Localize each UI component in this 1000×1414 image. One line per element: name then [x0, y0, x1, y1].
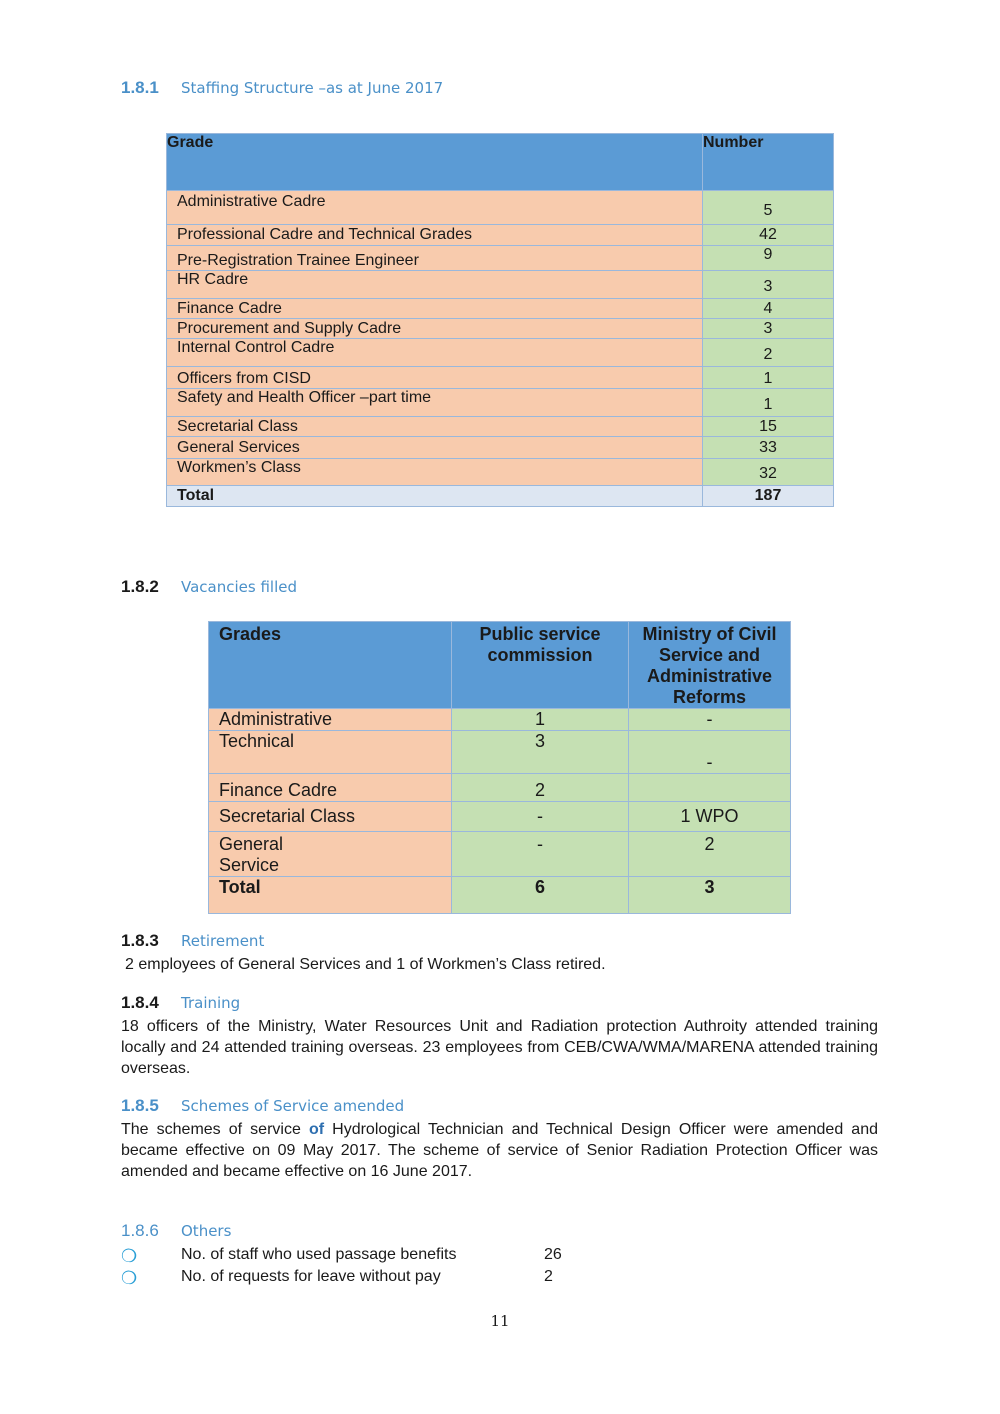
schemes-text: The schemes of service of Hydrological Technician and Technical Design Officer were amended and became effective on 09 May 2017. The scheme of service of Senior Radiation Protection Officer was amended and became effective on 16 June 2017. [121, 1121, 878, 1180]
section-title: Training [181, 994, 241, 1012]
circle-bullet-icon: ❍ [121, 1268, 138, 1288]
header-psc: Public service commission [452, 622, 629, 709]
section-number: 1.8.1 [121, 78, 159, 97]
section-title: Retirement [181, 932, 265, 950]
section-heading-1-8-6 [121, 1221, 231, 1241]
section-number: 1.8.3 [121, 931, 159, 950]
page-number: 11 [490, 1312, 510, 1330]
table-row: Secretarial Class - 1 WPO [209, 802, 791, 832]
table-row: HR Cadre 3 [167, 271, 834, 299]
retirement-text: 2 employees of General Services and 1 of Workmen’s Class retired. [125, 956, 606, 973]
header-grades: Grades [209, 622, 452, 709]
section-number: 1.8.2 [121, 577, 159, 596]
section-title: Vacancies filled [181, 578, 297, 596]
section-heading-1-8-1 [121, 78, 443, 98]
table-row: General Services 33 [167, 437, 834, 459]
table-row: Internal Control Cadre 2 [167, 339, 834, 367]
section-title: Others [181, 1222, 232, 1240]
table-row: Finance Cadre 2 [209, 774, 791, 802]
circle-bullet-icon: ❍ [121, 1246, 138, 1266]
table-row: Professional Cadre and Technical Grades 42 [167, 225, 834, 246]
header-number: Number [703, 134, 834, 191]
training-text: 18 officers of the Ministry, Water Resources Unit and Radiation protection Authroity attended training locally and 24 attended training overseas. 23 employees from CEB/CWA/WMA/MARENA attended training overseas. [121, 1018, 878, 1077]
section-number: 1.8.6 [121, 1221, 159, 1240]
table-row: Administrative 1 - [209, 709, 791, 731]
table-row: Procurement and Supply Cadre 3 [167, 319, 834, 339]
header-mcsar: Ministry of Civil Service and Administrative Reforms [629, 622, 791, 709]
table-header-row [209, 622, 791, 709]
section-number: 1.8.5 [121, 1096, 159, 1115]
section-title: Staffing Structure –as at June 2017 [181, 79, 444, 97]
table-row: Finance Cadre 4 [167, 299, 834, 319]
table-row: Pre-Registration Trainee Engineer 9 [167, 246, 834, 271]
table-header-row [167, 134, 834, 191]
table-row: Administrative Cadre 5 [167, 191, 834, 225]
section-heading-1-8-2 [121, 577, 297, 597]
vacancies-filled-table [208, 621, 791, 914]
table-row: General Service - 2 [209, 832, 791, 877]
header-grade: Grade [167, 134, 703, 191]
section-title: Schemes of Service amended [181, 1097, 405, 1115]
table-row: Officers from CISD 1 [167, 367, 834, 389]
table-row: Workmen’s Class 32 [167, 459, 834, 486]
table-row: Technical 3 - [209, 731, 791, 774]
table-total-row: Total 6 3 [209, 877, 791, 914]
table-row: Safety and Health Officer –part time 1 [167, 389, 834, 417]
section-heading-1-8-3 [121, 931, 264, 951]
section-number: 1.8.4 [121, 993, 159, 1012]
table-total-row: Total 187 [167, 486, 834, 507]
table-row: Secretarial Class 15 [167, 417, 834, 437]
staffing-structure-table [166, 133, 834, 507]
section-heading-1-8-4 [121, 993, 240, 1013]
section-heading-1-8-5 [121, 1096, 404, 1116]
